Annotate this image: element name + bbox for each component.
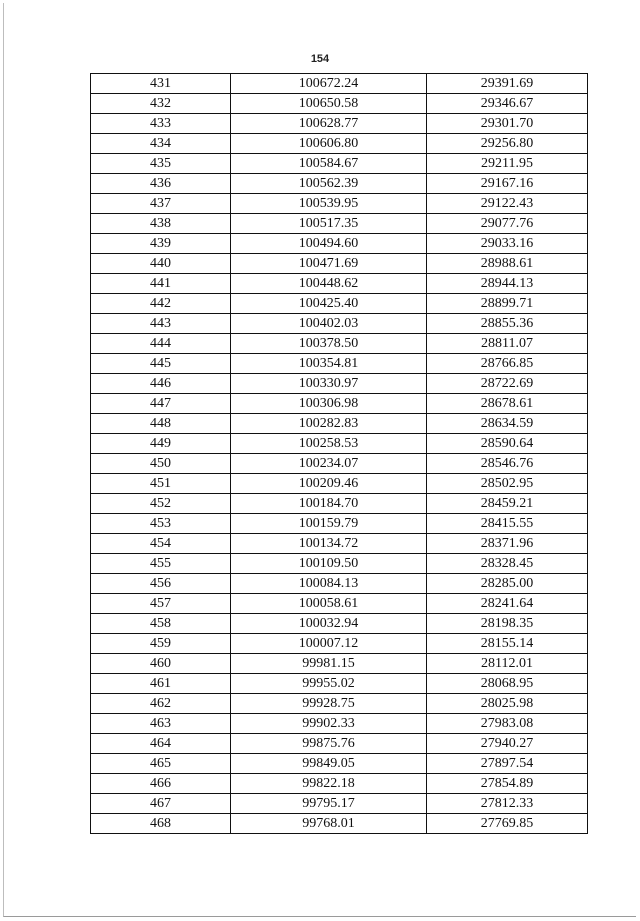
- row-index-cell: 455: [91, 554, 231, 574]
- value-a-cell: 99981.15: [231, 654, 427, 674]
- table-row: [91, 614, 588, 634]
- value-a-cell: 100159.79: [231, 514, 427, 534]
- data-table: [90, 73, 588, 834]
- value-b-cell: 29301.70: [427, 114, 588, 134]
- value-a-cell: 99768.01: [231, 814, 427, 834]
- value-a-cell: 100109.50: [231, 554, 427, 574]
- page-number: 154: [310, 53, 330, 65]
- value-a-cell: 100007.12: [231, 634, 427, 654]
- row-index-cell: 467: [91, 794, 231, 814]
- row-index-cell: 432: [91, 94, 231, 114]
- row-index-cell: 437: [91, 194, 231, 214]
- row-index-cell: 464: [91, 734, 231, 754]
- table-row: [91, 314, 588, 334]
- row-index-cell: 447: [91, 394, 231, 414]
- table-row: [91, 74, 588, 94]
- table-row: [91, 254, 588, 274]
- table-row: [91, 534, 588, 554]
- table-row: [91, 554, 588, 574]
- value-b-cell: 28988.61: [427, 254, 588, 274]
- value-b-cell: 28155.14: [427, 634, 588, 654]
- value-a-cell: 100517.35: [231, 214, 427, 234]
- row-index-cell: 435: [91, 154, 231, 174]
- value-a-cell: 100184.70: [231, 494, 427, 514]
- row-index-cell: 445: [91, 354, 231, 374]
- value-a-cell: 100258.53: [231, 434, 427, 454]
- table-row: [91, 94, 588, 114]
- value-a-cell: 100330.97: [231, 374, 427, 394]
- table-row: [91, 754, 588, 774]
- row-index-cell: 454: [91, 534, 231, 554]
- row-index-cell: 443: [91, 314, 231, 334]
- table-row: [91, 154, 588, 174]
- value-b-cell: 28371.96: [427, 534, 588, 554]
- value-b-cell: 27983.08: [427, 714, 588, 734]
- value-a-cell: 100134.72: [231, 534, 427, 554]
- value-a-cell: 100378.50: [231, 334, 427, 354]
- value-b-cell: 28198.35: [427, 614, 588, 634]
- table-row: [91, 394, 588, 414]
- row-index-cell: 459: [91, 634, 231, 654]
- value-a-cell: 100234.07: [231, 454, 427, 474]
- table-row: [91, 474, 588, 494]
- row-index-cell: 436: [91, 174, 231, 194]
- value-b-cell: 27812.33: [427, 794, 588, 814]
- row-index-cell: 431: [91, 74, 231, 94]
- value-a-cell: 100650.58: [231, 94, 427, 114]
- table-row: [91, 194, 588, 214]
- value-b-cell: 27940.27: [427, 734, 588, 754]
- value-b-cell: 29077.76: [427, 214, 588, 234]
- value-b-cell: 29346.67: [427, 94, 588, 114]
- value-b-cell: 28944.13: [427, 274, 588, 294]
- value-a-cell: 100628.77: [231, 114, 427, 134]
- value-b-cell: 28546.76: [427, 454, 588, 474]
- value-b-cell: 27769.85: [427, 814, 588, 834]
- table-row: [91, 694, 588, 714]
- row-index-cell: 448: [91, 414, 231, 434]
- value-b-cell: 28766.85: [427, 354, 588, 374]
- value-a-cell: 99902.33: [231, 714, 427, 734]
- value-b-cell: 27854.89: [427, 774, 588, 794]
- row-index-cell: 458: [91, 614, 231, 634]
- row-index-cell: 442: [91, 294, 231, 314]
- table-row: [91, 714, 588, 734]
- value-a-cell: 100402.03: [231, 314, 427, 334]
- row-index-cell: 449: [91, 434, 231, 454]
- table-row: [91, 734, 588, 754]
- value-b-cell: 29033.16: [427, 234, 588, 254]
- row-index-cell: 440: [91, 254, 231, 274]
- value-b-cell: 29167.16: [427, 174, 588, 194]
- value-a-cell: 100471.69: [231, 254, 427, 274]
- table-row: [91, 434, 588, 454]
- table-row: [91, 494, 588, 514]
- table-row: [91, 514, 588, 534]
- table-row: [91, 594, 588, 614]
- value-a-cell: 100032.94: [231, 614, 427, 634]
- value-a-cell: 100354.81: [231, 354, 427, 374]
- value-b-cell: 29391.69: [427, 74, 588, 94]
- row-index-cell: 439: [91, 234, 231, 254]
- value-a-cell: 100084.13: [231, 574, 427, 594]
- row-index-cell: 460: [91, 654, 231, 674]
- row-index-cell: 456: [91, 574, 231, 594]
- row-index-cell: 446: [91, 374, 231, 394]
- value-a-cell: 100672.24: [231, 74, 427, 94]
- table-row: [91, 134, 588, 154]
- value-a-cell: 100306.98: [231, 394, 427, 414]
- row-index-cell: 438: [91, 214, 231, 234]
- value-b-cell: 28068.95: [427, 674, 588, 694]
- table-row: [91, 634, 588, 654]
- value-a-cell: 100209.46: [231, 474, 427, 494]
- value-a-cell: 100448.62: [231, 274, 427, 294]
- table-row: [91, 574, 588, 594]
- row-index-cell: 434: [91, 134, 231, 154]
- value-b-cell: 29256.80: [427, 134, 588, 154]
- value-a-cell: 100584.67: [231, 154, 427, 174]
- table-row: [91, 454, 588, 474]
- table-row: [91, 674, 588, 694]
- value-b-cell: 28855.36: [427, 314, 588, 334]
- table-row: [91, 374, 588, 394]
- table-row: [91, 794, 588, 814]
- value-b-cell: 28722.69: [427, 374, 588, 394]
- table-row: [91, 354, 588, 374]
- value-b-cell: 28811.07: [427, 334, 588, 354]
- value-b-cell: 29122.43: [427, 194, 588, 214]
- value-b-cell: 28459.21: [427, 494, 588, 514]
- value-a-cell: 100562.39: [231, 174, 427, 194]
- value-a-cell: 99955.02: [231, 674, 427, 694]
- value-b-cell: 28634.59: [427, 414, 588, 434]
- row-index-cell: 466: [91, 774, 231, 794]
- row-index-cell: 462: [91, 694, 231, 714]
- row-index-cell: 444: [91, 334, 231, 354]
- value-a-cell: 100058.61: [231, 594, 427, 614]
- row-index-cell: 461: [91, 674, 231, 694]
- table-row: [91, 654, 588, 674]
- value-b-cell: 29211.95: [427, 154, 588, 174]
- row-index-cell: 441: [91, 274, 231, 294]
- table-row: [91, 774, 588, 794]
- value-b-cell: 28678.61: [427, 394, 588, 414]
- row-index-cell: 433: [91, 114, 231, 134]
- value-a-cell: 100282.83: [231, 414, 427, 434]
- value-b-cell: 28025.98: [427, 694, 588, 714]
- row-index-cell: 450: [91, 454, 231, 474]
- value-b-cell: 28241.64: [427, 594, 588, 614]
- value-a-cell: 100494.60: [231, 234, 427, 254]
- row-index-cell: 453: [91, 514, 231, 534]
- value-b-cell: 28899.71: [427, 294, 588, 314]
- value-b-cell: 28415.55: [427, 514, 588, 534]
- table-row: [91, 294, 588, 314]
- row-index-cell: 451: [91, 474, 231, 494]
- table-row: [91, 234, 588, 254]
- table-row: [91, 214, 588, 234]
- value-a-cell: 99822.18: [231, 774, 427, 794]
- table-row: [91, 274, 588, 294]
- value-b-cell: 28590.64: [427, 434, 588, 454]
- table-row: [91, 174, 588, 194]
- value-a-cell: 100539.95: [231, 194, 427, 214]
- value-b-cell: 28112.01: [427, 654, 588, 674]
- table-row: [91, 414, 588, 434]
- value-b-cell: 28502.95: [427, 474, 588, 494]
- value-a-cell: 99795.17: [231, 794, 427, 814]
- row-index-cell: 463: [91, 714, 231, 734]
- value-a-cell: 99849.05: [231, 754, 427, 774]
- value-a-cell: 100425.40: [231, 294, 427, 314]
- table-row: [91, 114, 588, 134]
- table-row: [91, 814, 588, 834]
- value-b-cell: 27897.54: [427, 754, 588, 774]
- value-a-cell: 100606.80: [231, 134, 427, 154]
- row-index-cell: 452: [91, 494, 231, 514]
- value-b-cell: 28328.45: [427, 554, 588, 574]
- row-index-cell: 468: [91, 814, 231, 834]
- row-index-cell: 465: [91, 754, 231, 774]
- row-index-cell: 457: [91, 594, 231, 614]
- table-row: [91, 334, 588, 354]
- table-body: [91, 74, 588, 834]
- value-a-cell: 99928.75: [231, 694, 427, 714]
- value-b-cell: 28285.00: [427, 574, 588, 594]
- value-a-cell: 99875.76: [231, 734, 427, 754]
